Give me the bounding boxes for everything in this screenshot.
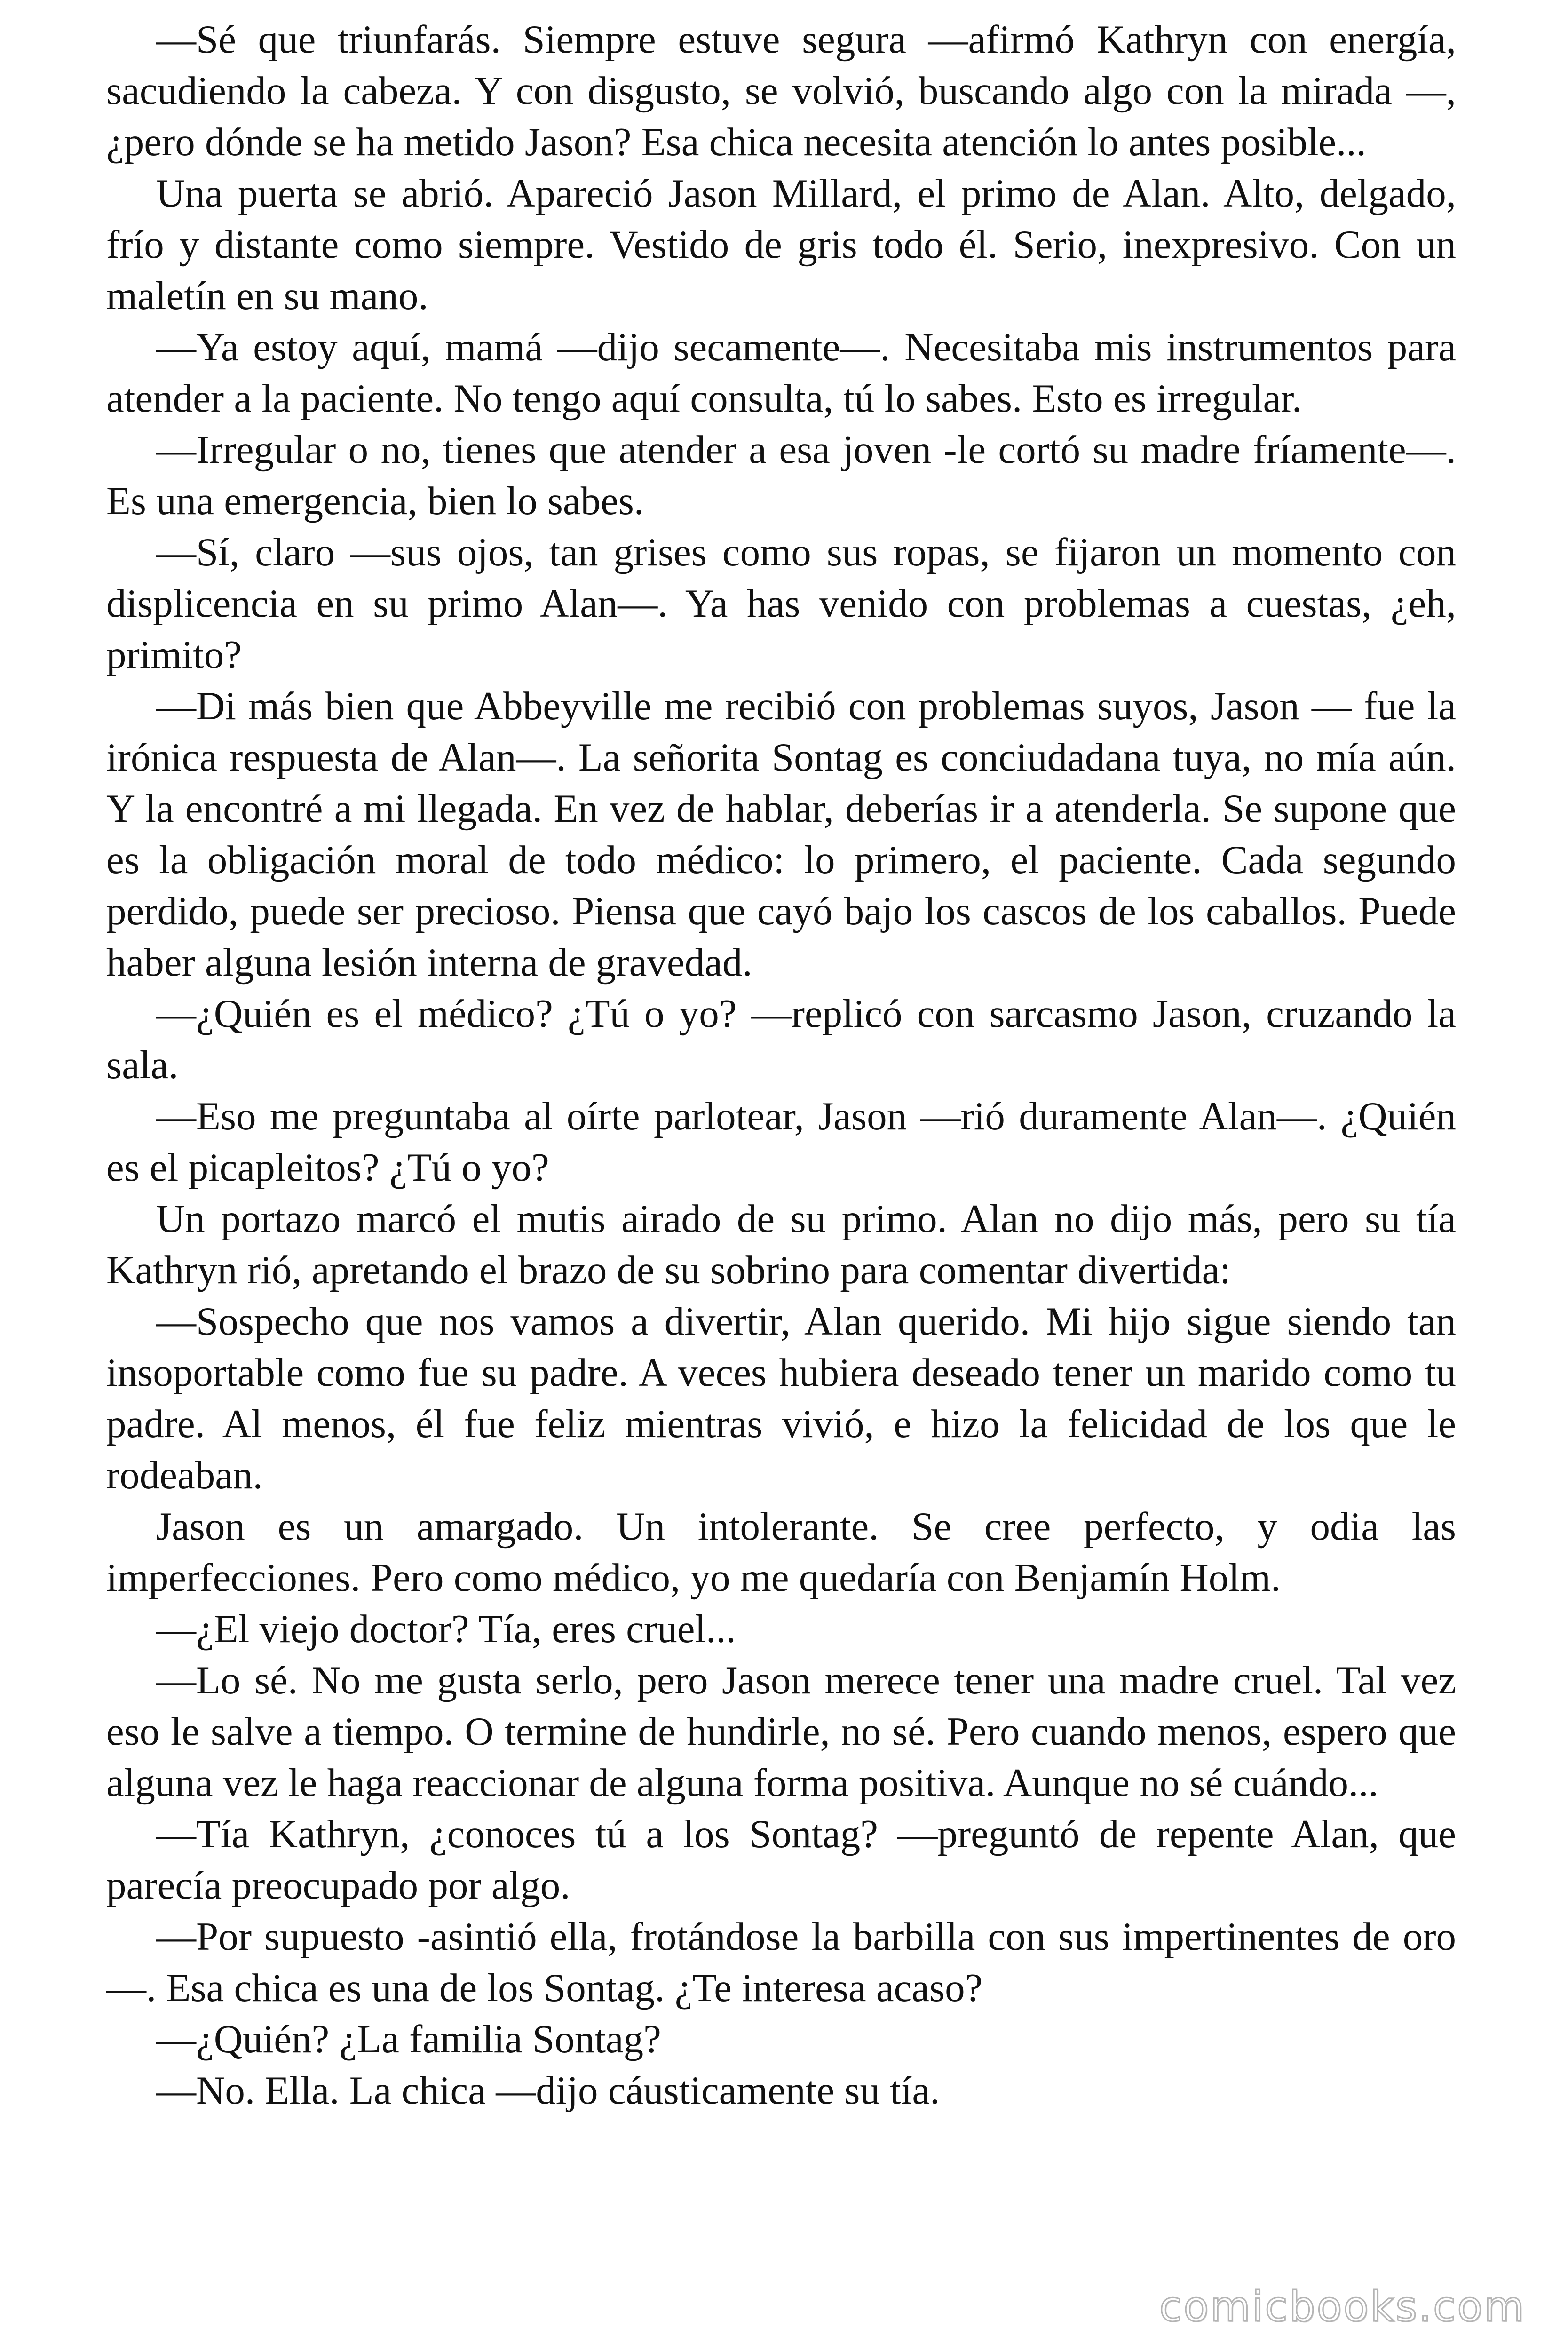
paragraph: —¿Quién? ¿La familia Sontag?: [156, 2017, 661, 2061]
paragraph: —Di más bien que Abbeyville me recibió con problemas suyos, Jason — fue la irónica respuesta de Alan—. La señorita Sontag es conciudadana tuya, no mía aún. Y la encontré a mi llegada. En vez de hablar, deberías ir a atenderla. Se supone que es la obligación moral de todo médico: lo primero, el paciente. Cada segundo perdido, puede ser precioso. Piensa que cayó bajo los cascos de los caballos. Puede haber alguna lesión interna de gravedad.: [106, 684, 1456, 985]
paragraph: —Sí, claro —sus ojos, tan grises como sus ropas, se fijaron un momento con displicencia en su primo Alan—. Ya has venido con problemas a cuestas, ¿eh, primito?: [106, 530, 1456, 677]
paragraph: —Sospecho que nos vamos a divertir, Alan querido. Mi hijo sigue siendo tan insoportable como fue su padre. A veces hubiera deseado tener un marido como tu padre. Al menos, él fue feliz mientras vivió, e hizo la felicidad de los que le rodeaban.: [106, 1299, 1456, 1497]
paragraph: —¿Quién es el médico? ¿Tú o yo? —replicó con sarcasmo Jason, cruzando la sala.: [106, 992, 1456, 1087]
paragraph: —¿El viejo doctor? Tía, eres cruel...: [156, 1607, 736, 1651]
paragraph: —Sé que triunfarás. Siempre estuve segura —afirmó Kathryn con energía, sacudiendo la cabeza. Y con disgusto, se volvió, buscando algo con la mirada —, ¿pero dónde se ha metido Jason? Esa chica necesita atención lo antes posible...: [106, 17, 1456, 164]
paragraph: Una puerta se abrió. Apareció Jason Millard, el primo de Alan. Alto, delgado, frío y distante como siempre. Vestido de gris todo él. Serio, inexpresivo. Con un maletín en su mano.: [106, 171, 1456, 318]
paragraph: —Lo sé. No me gusta serlo, pero Jason merece tener una madre cruel. Tal vez eso le salve a tiempo. O termine de hundirle, no sé. Pero cuando menos, espero que alguna vez le haga reaccionar de alguna forma positiva. Aunque no sé cuándo...: [106, 1658, 1456, 1805]
paragraph: —Ya estoy aquí, mamá —dijo secamente—. Necesitaba mis instrumentos para atender a la paciente. No tengo aquí consulta, tú lo sabes. Esto es irregular.: [106, 325, 1456, 421]
watermark: comicbooks.com: [1159, 2282, 1526, 2331]
paragraph: —No. Ella. La chica —dijo cáusticamente su tía.: [156, 2068, 940, 2113]
paragraph: —Por supuesto -asintió ella, frotándose la barbilla con sus impertinentes de oro—. Esa chica es una de los Sontag. ¿Te interesa acaso?: [106, 1915, 1456, 2010]
paragraph: —Eso me preguntaba al oírte parlotear, Jason —rió duramente Alan—. ¿Quién es el picapleitos? ¿Tú o yo?: [106, 1094, 1456, 1190]
paragraph: Un portazo marcó el mutis airado de su primo. Alan no dijo más, pero su tía Kathryn rió, apretando el brazo de su sobrino para comentar divertida:: [106, 1197, 1456, 1292]
paragraph: Jason es un amargado. Un intolerante. Se cree perfecto, y odia las imperfecciones. Pero como médico, yo me quedaría con Benjamín Holm.: [106, 1504, 1456, 1600]
page-text: [106, 14, 1456, 2116]
paragraph: —Tía Kathryn, ¿conoces tú a los Sontag? —preguntó de repente Alan, que parecía preocupado por algo.: [106, 1812, 1456, 1907]
paragraph: —Irregular o no, tienes que atender a esa joven -le cortó su madre fríamente—. Es una emergencia, bien lo sabes.: [106, 428, 1456, 523]
